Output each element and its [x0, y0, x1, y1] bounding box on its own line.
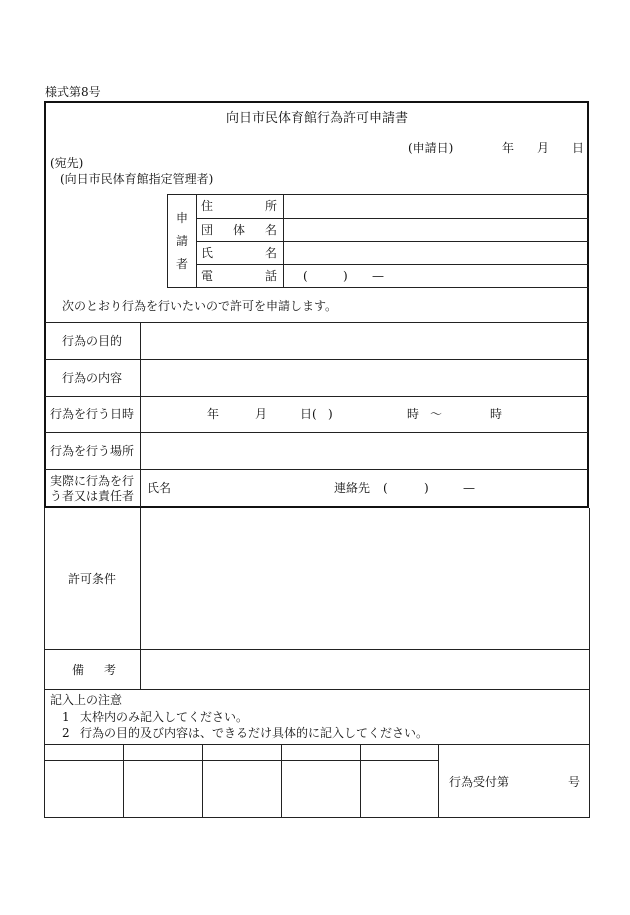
content-label: 行為の内容 — [62, 371, 123, 385]
group-name-label-c: 名 — [265, 223, 278, 237]
person-name-label-b: 名 — [265, 246, 278, 260]
form-title: 向日市民体育館行為許可申請書 — [226, 111, 409, 126]
receipt-stamp-cell-5[interactable] — [362, 762, 437, 816]
note-1-num: 1 — [62, 710, 70, 724]
address-field[interactable] — [285, 196, 587, 217]
responsible-contact-label: 連絡先 — [334, 481, 371, 495]
datetime-hour: 時 — [407, 407, 420, 421]
receipt-stamp-cell-2[interactable] — [125, 762, 201, 816]
applicant-label-1: 申 — [176, 211, 189, 225]
conditions-field[interactable] — [142, 510, 587, 648]
note-1-text: 太枠内のみ記入してください。 — [80, 710, 249, 724]
phone-field[interactable] — [285, 266, 587, 287]
receipt-stamp-cell-4[interactable] — [283, 762, 359, 816]
phone-close: ) — [343, 269, 348, 283]
application-date-year[interactable]: 年 — [502, 141, 515, 155]
purpose-field[interactable] — [142, 324, 587, 358]
group-name-label-a: 団 — [201, 223, 214, 237]
receipt-stamp-cell-1[interactable] — [46, 762, 122, 816]
responsible-open: ( — [383, 481, 388, 495]
receipt-label: 行為受付第 — [449, 775, 510, 789]
receipt-stamp-cell-3[interactable] — [204, 762, 280, 816]
phone-open: ( — [303, 269, 308, 283]
phone-label-b: 話 — [265, 269, 278, 283]
datetime-month: 月 — [255, 407, 268, 421]
place-label: 行為を行う場所 — [50, 444, 135, 458]
group-name-field[interactable] — [285, 220, 587, 240]
responsible-dash: — — [463, 481, 475, 495]
responsible-label-1: 実際に行為を行 — [50, 474, 135, 488]
remarks-label-a: 備 — [72, 663, 85, 677]
request-statement: 次のとおり行為を行いたいので許可を申請します。 — [62, 299, 338, 313]
application-date-label: (申請日) — [408, 141, 454, 155]
notes-title: 記入上の注意 — [50, 693, 123, 707]
datetime-hour2: 時 — [490, 407, 503, 421]
datetime-day-close: ) — [328, 407, 333, 421]
datetime-day: 日( — [300, 407, 317, 421]
remarks-field[interactable] — [142, 651, 587, 688]
phone-dash: — — [372, 269, 384, 283]
address-label-a: 住 — [201, 199, 214, 213]
application-date-day[interactable]: 日 — [572, 141, 585, 155]
note-2-text: 行為の目的及び内容は、できるだけ具体的に記入してください。 — [80, 726, 429, 740]
phone-label-a: 電 — [201, 269, 214, 283]
applicant-label-3: 者 — [176, 257, 189, 271]
responsible-label-2: う者又は責任者 — [50, 489, 135, 503]
application-date-month[interactable]: 月 — [537, 141, 550, 155]
address-label-b: 所 — [265, 199, 278, 213]
remarks-label-b: 考 — [104, 663, 117, 677]
datetime-label: 行為を行う日時 — [50, 407, 135, 421]
form-number: 様式第8号 — [45, 85, 101, 99]
datetime-field[interactable] — [142, 398, 587, 431]
responsible-close: ) — [424, 481, 429, 495]
note-2-num: 2 — [62, 726, 70, 740]
person-name-label-a: 氏 — [201, 246, 214, 260]
responsible-name-label: 氏名 — [147, 481, 172, 495]
datetime-year: 年 — [207, 407, 220, 421]
person-name-field[interactable] — [285, 243, 587, 263]
conditions-label: 許可条件 — [68, 572, 117, 586]
purpose-label: 行為の目的 — [62, 334, 123, 348]
datetime-tilde: 〜 — [430, 407, 443, 421]
responsible-field[interactable] — [142, 471, 587, 506]
receipt-suffix: 号 — [568, 775, 581, 789]
addressee-label: (宛先) — [50, 156, 84, 170]
applicant-label-2: 請 — [176, 234, 189, 248]
content-field[interactable] — [142, 361, 587, 395]
place-field[interactable] — [142, 434, 587, 468]
group-name-label-b: 体 — [233, 223, 246, 237]
addressee-name: (向日市民体育館指定管理者) — [60, 172, 214, 186]
